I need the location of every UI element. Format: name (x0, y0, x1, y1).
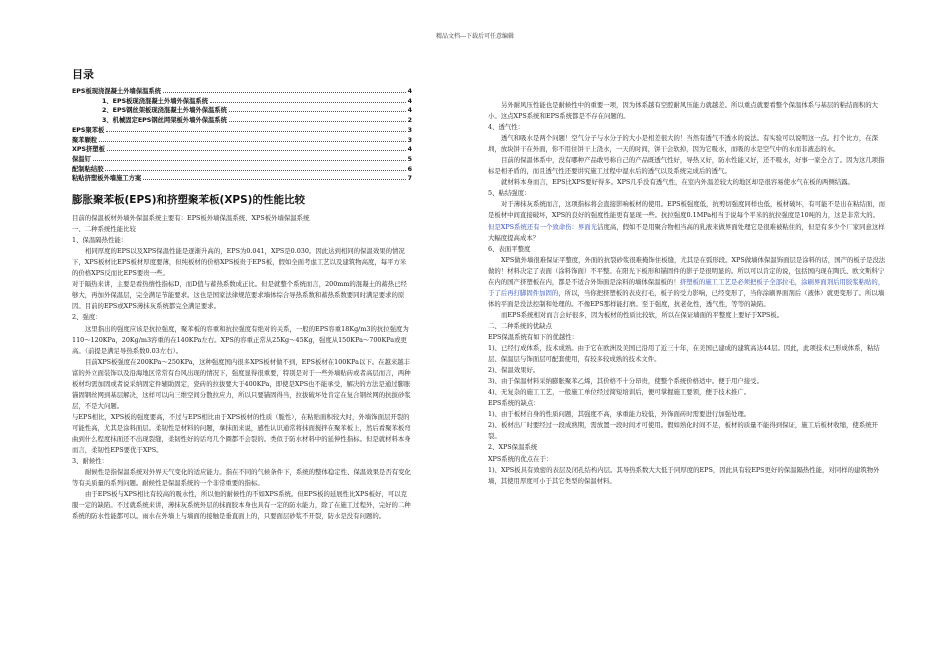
toc-title: 目录 (72, 68, 94, 81)
paragraph: 3、耐候性： (72, 457, 109, 466)
toc-entry[interactable] (72, 126, 412, 136)
highlighted-text: 但是XPS系统还有一个致命伤：界面光 (488, 222, 598, 231)
paragraph: XPS做外墙很难保证平整度，外面的抗裂砂浆很难掩饰住板缝，尤其是在弧形段。XPS做墙体保温饰面层是涂料的话，国产的板子是没法做的！材料决定了表面（涂料饰面）不平整。在阳光下板形和锚固件的影子是很明显的。所以可以肯定的说，包括国内现在陶氏、欧文斯科宁在内的国产挤塑板在内，都是不适合外饰面是涂料的墙体保温板的！挤塑板的施工工艺是必须把板子全部拉毛，涂刷界面剂后用胶浆粘贴的，于了后再打脚固件加固的，所以，当你把挤塑板的表皮打毛，板子的受力影响，已经变形了，当你涂刷界面剂后（液体）就更变形了。所以墙体的平面是没法控制和处理的。不像EPS那样能打磨。至于强度，抗老化性，透气性，等等的缺陷。 (488, 255, 886, 308)
right-body (488, 100, 886, 487)
paragraph: 目前XPS板强度在200KPa～250KPa，这种强度国内很多XPS板材做不到，EPS板材在100KPa以下。在越来越丰富的外立面装饰以及沿海地区常常有台风出现的情况下，强度显得很重要，特别是对于一些外墙贴砖或者高层而言，两种板材均需加固或者说采纳固定件辅助固定，瓷砖的拉拔要大于400KPa，即使是XPS也不能承受，解决的方法是通过膨胀锚固钢丝网到基层解决，这样可以向三维空间分散拉应力，所以只要锚固得当，拉拔破坏处肯定在复合钢丝网的抗拔砂浆层，不是大问题。 (72, 357, 411, 410)
toc-entry-label: 3、机械固定EPS钢丝网架板外墙外保温系统 (102, 117, 227, 125)
toc-entry[interactable] (72, 116, 412, 126)
toc-leader-dots (210, 102, 406, 103)
paragraph: 4、透气性： (488, 123, 525, 132)
toc-entry-page: 4 (407, 107, 412, 115)
paragraph: 这里指出的强度应该是抗拉强度，聚苯板的容重和抗拉强度有绝对的关系，一般的EPS容重18Kg/m3的抗拉强度为110～120KPa，20Kg/m3容重的在140KPa左右。XPS的容重正常从25Kg～45Kg，强度从150KPa～700KPa或更高。（前提是满足导热系数0.03左右）。 (72, 324, 409, 355)
toc-entry[interactable] (72, 136, 412, 146)
paragraph: 对于隔热来讲，主要是看热惰性指标D，而D值与蓄热系数成正比。但是就整个系统而言，200mm的混凝土的蓄热已经够大，再加外保温层，完全满足节能要求。这也是国家法律规范要求墙体综合导热系数和蓄热系数要同时满足要求的原因。目前的EPS或XPS薄抹灰系统都完全满足要求。 (72, 280, 407, 311)
paragraph: 6、表面平整度 (488, 244, 531, 253)
paragraph: 二、二种系统的优缺点 (488, 321, 552, 330)
header-note: 精品文档---下载后可任意编辑 (435, 33, 515, 40)
paragraph: 与EPS相比，XPS板的强度要高，不过与EPS相比由于XPS板材的性质（脆性），在粘贴面积较大时，外墙饰面层开裂的可能性高，尤其是涂料面层。柔韧性是材料的问题，拿抹面来说，感性认识通常将抹面搅拌在聚苯板上，然后看聚苯板弯曲到什么程度抹面还不出现裂缝，柔韧性好的话弯几个圈都不会裂的。类似于防水材料中的延伸性指标。但是就材料本身而言，柔韧性EPS要优于XPS。 (72, 412, 411, 455)
toc-leader-dots (99, 141, 405, 142)
paragraph: EPS系统的缺点： (488, 399, 540, 408)
left-body (72, 213, 412, 522)
toc-entry-page: 7 (407, 175, 412, 183)
paragraph: XPS系统的优点在于： (488, 454, 553, 463)
paragraph: 耐候性是指保温系统对外界天气变化的适应能力。指在不同的气候条件下，系统的整体稳定性、保温效果是否有变化等有关质量的系列问题。耐候性是保温系统的一个非常重要的指标。 (72, 468, 411, 488)
toc-entry[interactable] (72, 106, 412, 116)
toc-entry-page: 4 (407, 146, 412, 154)
toc-entry-page: 3 (407, 136, 412, 144)
toc-entry-label: 保温钉 (72, 155, 91, 163)
toc-entry[interactable] (72, 165, 412, 175)
toc-entry[interactable] (72, 155, 412, 165)
paragraph: 对于薄抹灰系统而言，这项指标将会直接影响板材的使用。EPS板强度低，抗剪切强度同样也低，板材破坏，有可能不是出在粘结面，而是板材中间直接破坏，XPS的良好的强度性能更有显现一些。抗拉强度0.1MPa相当于说每个平米的抗拉强度是10吨的力，这是非常大的。 (488, 200, 885, 220)
toc-entry-label: 2、EPS钢丝架板现浇混凝土外墙外保温系统 (102, 107, 227, 115)
toc-entry-label: 聚苯颗粒 (72, 136, 98, 144)
toc-leader-dots (106, 131, 405, 132)
toc-leader-dots (229, 121, 406, 122)
paragraph: 目前的保温体系中，没有哪种产品敢号称自己的产品既透气性好，导热又好，防水性能又好，还不吸水，好事一家全占了。因为这几项指标是相矛盾的，而且透气性还要讲究施工过程中湿水后的透气以及系统完成后的透气。 (488, 156, 885, 176)
toc-entry-page: 4 (407, 88, 412, 95)
paragraph: 一、二种系统性能比较 (72, 225, 136, 234)
toc-entry-page: 5 (407, 155, 412, 163)
paragraph: 1、保温隔热性能： (72, 236, 128, 245)
toc-entry-label: XPS挤塑板 (72, 146, 105, 154)
paragraph: 就材料本身而言，EPS比XPS要好得多。XPS几乎没有透气性，在室内外温差较大的地区却是很容易使水气在板的两侧结露。 (501, 178, 854, 187)
toc-entry[interactable] (72, 145, 412, 155)
paragraph: 透气和吸水是两个问题！空气分子与水分子的大小是相差很大的！当然有透气不透水的说法。有实验可以说明这一点。打个比方，在深圳，放块饼干在外面，你不用住饼干上浇水，一天的时间，饼干会软掉，因为它吸水，而吸的水是空气中的水而非液态的水。 (488, 134, 879, 154)
paragraph: 1)、由于板材自身的性质问题，其强度不高，承重能力较低，外饰面砖时需要进行加强处理。 (488, 410, 751, 419)
paragraph: 2)、保温效果好。 (488, 366, 540, 375)
toc-entry-label: 1、EPS板现浇混凝土外墙外保温系统 (102, 97, 208, 105)
paragraph: 3)、由于保温材料采纳膨胀聚苯乙烯，其价格不十分昂贵，使整个系统价格适中。便于用户接受。 (488, 377, 763, 386)
toc-entry[interactable] (72, 97, 412, 107)
paragraph: 4)、无复杂的施工工艺，一般施工单位经过简短培训后，便可掌握施工要领，便于技术推广。 (488, 388, 751, 397)
toc-entry-page: 3 (407, 126, 412, 134)
highlighted-text: 挤塑板的施工工艺是必须把板子全部拉毛，涂刷界面剂后用胶浆粘贴的，于了后再打脚固件加固的 (488, 277, 885, 297)
toc-entry-label: 配制粘结胶 (72, 165, 104, 173)
toc-entry[interactable] (72, 87, 412, 97)
toc-entry-page: 6 (407, 165, 412, 173)
paragraph: 1)、已经行成体系，技术成熟。由于它在欧洲及美国已沿用了近三十年，在美国已建成的建筑高达44层。因此，此项技术已形成体系，粘结层、保温层与饰面层可配套使用，有较多较成熟的技术文件。 (488, 344, 880, 364)
toc-entry[interactable] (72, 174, 412, 184)
toc-entry-label: EPS聚苯板 (72, 126, 105, 134)
right-column (488, 100, 886, 487)
toc-list (72, 87, 412, 184)
toc-leader-dots (107, 150, 406, 151)
paragraph: 2、XPS保温系统 (488, 443, 538, 452)
paragraph: EPS保温系统有如下的优越性： (488, 332, 579, 341)
paragraph: 2、强度： (72, 313, 102, 322)
toc-leader-dots (93, 160, 406, 161)
toc-leader-dots (105, 170, 405, 171)
paragraph: 而EPS系统相对而言会好很多，因为板材的性质比较软，所以在保证墙面的平整度上要好于XPS板。 (501, 310, 784, 319)
paragraph: 2)、板材出厂时要经过一段成熟期，需放置一段时间才可使用。假如熟化时间不足，板材的质量不能得到保证，施工后板材收缩，使系统开裂。 (488, 421, 878, 441)
toc-leader-dots (163, 92, 406, 93)
paragraph: 由于EPS板与XPS相比有较高的吸水性，所以他的耐候性的不如XPS系统。但EPS板的延展性比XPS板好，可以克服一定的缺陷。不过就系统来讲，薄抹灰系统外层的抹面胶本身也具有一定的防水能力，除了在施工过程外，完好的二种系统的防水性能都可以。雨水在外墙上与墙面的接触是垂直面上的，只要面层砂浆不开裂，防水是没有问题的。 (72, 490, 411, 521)
paragraph: 相同厚度的EPS以及XPS保温性能是逐渐升高的，EPS为0.041，XPS是0.030。因此达到相同的保温效果的情况下，XPS板材比EPS板材厚度要薄，但纯板材的价格XPS板贵于EPS板，假如全面考虑工艺以及建筑物高度，每平方米的价格XPS反而比EPS要贵一些。 (72, 247, 407, 278)
toc-entry-label: 粘贴挤塑板外墙施工方案 (72, 175, 142, 183)
paragraph: 目前的保温板材外墙外保温系统主要有：EPS板外墙保温系统、XPS板外墙保温系统 (72, 214, 310, 223)
toc-leader-dots (229, 111, 406, 112)
paragraph: 另外耐风压性能也是耐候性中的重要一项，因为体系越有空腔耐风压能力就越差。所以重点就要看整个保温体系与基层的粘结面积的大小。这点XPS系统和EPS系统都是不存在问题的。 (488, 101, 879, 121)
paragraph: 1)、XPS板具有致密的表层及闭孔结构内层。其导热系数大大低于同厚度的EPS，因此具有较EPS更好的保温隔热性能，对同样的建筑物外墙，其使用厚度可小于其它类型的保温材料。 (488, 465, 880, 485)
toc-entry-page: 2 (407, 117, 412, 125)
paragraph: 但是XPS系统还有一个致命伤：界面光洁度高，假如不是用聚合物相当高的乳液来做界面处理它是很难被粘住的，但是有多少个厂家同意这样大幅度提高成本？ (488, 222, 885, 242)
toc-leader-dots (143, 179, 405, 180)
toc-entry-label: EPS板现浇混凝土外墙保温系统 (72, 88, 162, 95)
left-column (72, 66, 412, 522)
article-title: 膨胀聚苯板(EPS)和挤塑聚苯板(XPS)的性能比较 (72, 194, 305, 207)
paragraph: 5、粘结强度： (488, 189, 531, 198)
toc-entry-page: 4 (407, 97, 412, 105)
